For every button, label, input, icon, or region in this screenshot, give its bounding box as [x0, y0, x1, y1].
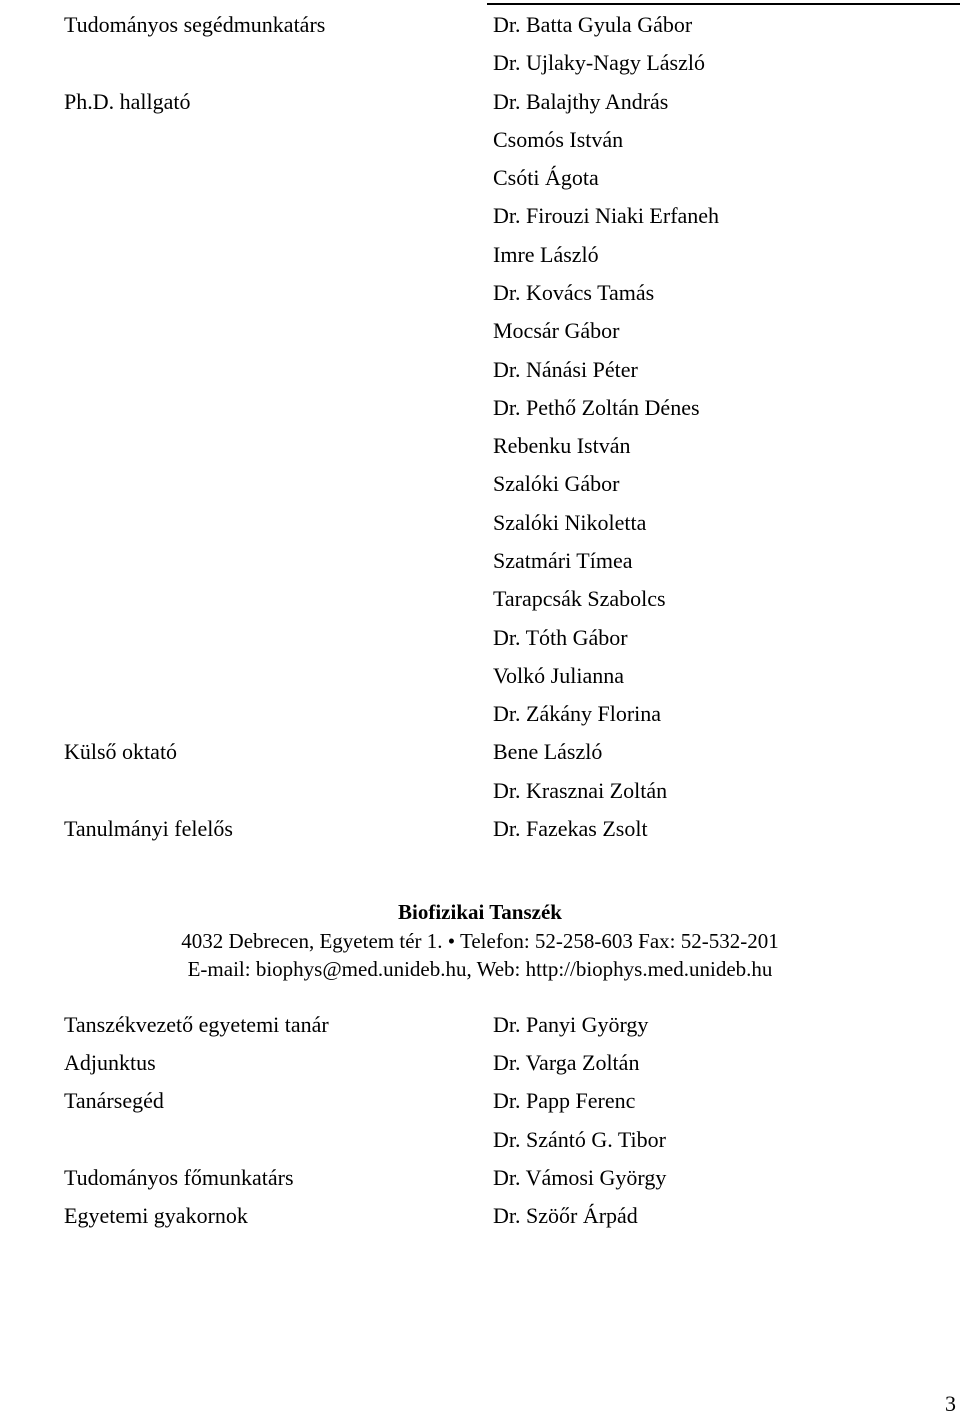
- staff-row: [0, 465, 960, 503]
- staff-row: [0, 427, 960, 465]
- staff-name: Dr. Batta Gyula Gábor: [493, 12, 693, 37]
- staff-row: [0, 44, 960, 82]
- staff-role: Tanulmányi felelős: [64, 816, 233, 841]
- department-header: [0, 898, 960, 983]
- staff-row: [0, 236, 960, 274]
- staff-role: Ph.D. hallgató: [64, 89, 191, 114]
- staff-name: Dr. Papp Ferenc: [493, 1088, 636, 1113]
- department-address: 4032 Debrecen, Egyetem tér 1. • Telefon: 52-258-603 Fax: 52-532-201: [181, 929, 779, 953]
- staff-name: Tarapcsák Szabolcs: [493, 586, 666, 611]
- staff-role: Tudományos segédmunkatárs: [64, 12, 326, 37]
- staff-row: [0, 772, 960, 810]
- staff-row: [0, 1121, 960, 1159]
- staff-row: [0, 504, 960, 542]
- department-contact: E-mail: biophys@med.unideb.hu, Web: http://biophys.med.unideb.hu: [187, 957, 773, 981]
- staff-name: Dr. Balajthy András: [493, 89, 669, 114]
- staff-role: Tanszékvezető egyetemi tanár: [64, 1012, 329, 1037]
- staff-row: [0, 657, 960, 695]
- staff-row: [0, 695, 960, 733]
- staff-role: Tanársegéd: [64, 1088, 164, 1113]
- staff-name: Mocsár Gábor: [493, 318, 620, 343]
- department-title: Biofizikai Tanszék: [398, 900, 562, 924]
- staff-role: Tudományos főmunkatárs: [64, 1165, 294, 1190]
- staff-name: Dr. Szöőr Árpád: [493, 1203, 638, 1228]
- staff-row: [0, 810, 960, 848]
- staff-name: Szatmári Tímea: [493, 548, 633, 573]
- staff-name: Imre László: [493, 242, 599, 267]
- staff-row: [0, 121, 960, 159]
- staff-name: Dr. Szántó G. Tibor: [493, 1127, 666, 1152]
- staff-name: Dr. Varga Zoltán: [493, 1050, 640, 1075]
- staff-row: [0, 1082, 960, 1120]
- staff-row: [0, 351, 960, 389]
- top-rule: [487, 3, 960, 5]
- staff-row: [0, 1006, 960, 1044]
- staff-name: Dr. Panyi György: [493, 1012, 649, 1037]
- staff-role: Külső oktató: [64, 739, 178, 764]
- staff-name: Szalóki Nikoletta: [493, 510, 647, 535]
- staff-row: [0, 274, 960, 312]
- staff-row: [0, 159, 960, 197]
- staff-row: [0, 580, 960, 618]
- staff-row: [0, 1044, 960, 1082]
- staff-row: [0, 312, 960, 350]
- staff-name: Dr. Zákány Florina: [493, 701, 662, 726]
- staff-name: Bene László: [493, 739, 603, 764]
- staff-name: Dr. Vámosi György: [493, 1165, 667, 1190]
- staff-role: Egyetemi gyakornok: [64, 1203, 248, 1228]
- staff-name: Dr. Tóth Gábor: [493, 625, 628, 650]
- staff-name: Csóti Ágota: [493, 165, 599, 190]
- staff-row: [0, 197, 960, 235]
- staff-name: Dr. Firouzi Niaki Erfaneh: [493, 203, 720, 228]
- staff-name: Dr. Kovács Tamás: [493, 280, 655, 305]
- staff-row: [0, 1159, 960, 1197]
- staff-row: [0, 6, 960, 44]
- staff-name: Dr. Nánási Péter: [493, 357, 638, 382]
- staff-name: Dr. Fazekas Zsolt: [493, 816, 648, 841]
- staff-name: Rebenku István: [493, 433, 631, 458]
- staff-row: [0, 542, 960, 580]
- staff-row: [0, 1197, 960, 1235]
- staff-name: Szalóki Gábor: [493, 471, 620, 496]
- staff-name: Dr. Krasznai Zoltán: [493, 778, 668, 803]
- staff-name: Csomós István: [493, 127, 624, 152]
- staff-name: Volkó Julianna: [493, 663, 624, 688]
- staff-row: [0, 83, 960, 121]
- staff-name: Dr. Pethő Zoltán Dénes: [493, 395, 700, 420]
- page-number: 3: [945, 1391, 956, 1416]
- staff-row: [0, 619, 960, 657]
- staff-row: [0, 733, 960, 771]
- staff-row: [0, 389, 960, 427]
- staff-role: Adjunktus: [64, 1050, 156, 1075]
- staff-name: Dr. Ujlaky-Nagy László: [493, 50, 705, 75]
